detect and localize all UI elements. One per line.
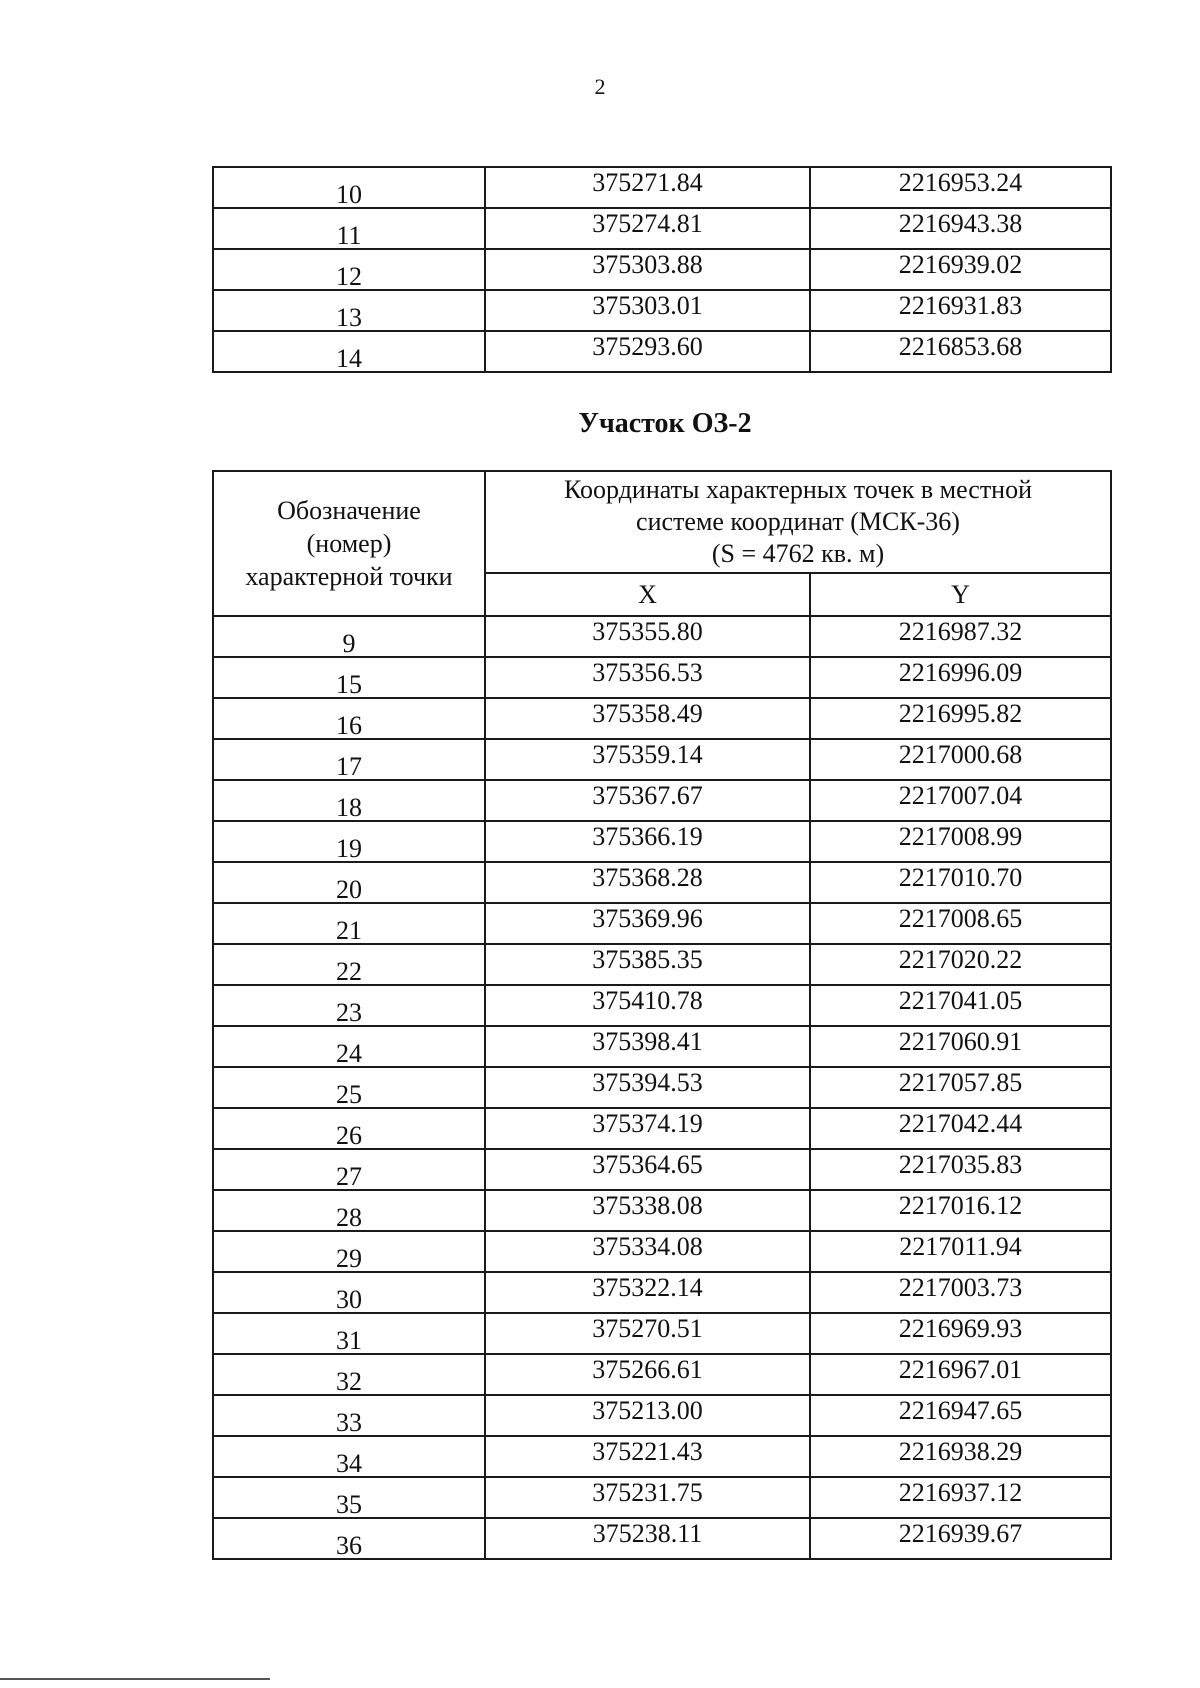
point-number-cell: 17 (213, 739, 485, 780)
header-coordinates (485, 471, 1111, 573)
coordinates-table-continuation-body (213, 167, 1111, 372)
table-row (213, 1108, 1111, 1149)
x-coordinate-cell: 375355.80 (485, 616, 810, 657)
x-coordinate-cell: 375303.01 (485, 290, 810, 331)
section-title: Участок ОЗ-2 (578, 408, 752, 439)
table-row (213, 862, 1111, 903)
header-x: X (485, 573, 810, 616)
footer-rule (0, 1678, 270, 1680)
y-coordinate-cell: 2216947.65 (810, 1395, 1111, 1436)
table-row (213, 985, 1111, 1026)
header-coords-line1: Координаты характерных точек в местной (564, 475, 1033, 504)
y-coordinate-cell: 2217057.85 (810, 1067, 1111, 1108)
x-coordinate-cell: 375394.53 (485, 1067, 810, 1108)
y-coordinate-cell: 2217016.12 (810, 1190, 1111, 1231)
coordinates-table-continuation (212, 166, 1112, 373)
y-coordinate-cell: 2217007.04 (810, 780, 1111, 821)
point-number-cell: 20 (213, 862, 485, 903)
point-number-cell: 22 (213, 944, 485, 985)
table-row (213, 780, 1111, 821)
table-row (213, 1026, 1111, 1067)
table-row (213, 249, 1111, 290)
table-row (213, 616, 1111, 657)
y-coordinate-cell: 2217060.91 (810, 1026, 1111, 1067)
y-coordinate-cell: 2216939.67 (810, 1518, 1111, 1559)
x-coordinate-cell: 375369.96 (485, 903, 810, 944)
point-number-cell: 34 (213, 1436, 485, 1477)
y-coordinate-cell: 2217020.22 (810, 944, 1111, 985)
x-coordinate-cell: 375385.35 (485, 944, 810, 985)
header-point-line3: характерной точки (245, 562, 453, 591)
y-coordinate-cell: 2217003.73 (810, 1272, 1111, 1313)
coordinates-table (212, 470, 1112, 1560)
y-coordinate-cell: 2216995.82 (810, 698, 1111, 739)
x-coordinate-cell: 375274.81 (485, 208, 810, 249)
x-coordinate-cell: 375398.41 (485, 1026, 810, 1067)
point-number-cell: 28 (213, 1190, 485, 1231)
y-coordinate-cell: 2217000.68 (810, 739, 1111, 780)
point-number-cell: 24 (213, 1026, 485, 1067)
point-number-cell: 15 (213, 657, 485, 698)
point-number-cell: 13 (213, 290, 485, 331)
table-row (213, 331, 1111, 372)
y-coordinate-cell: 2216969.93 (810, 1313, 1111, 1354)
x-coordinate-cell: 375213.00 (485, 1395, 810, 1436)
x-coordinate-cell: 375367.67 (485, 780, 810, 821)
x-coordinate-cell: 375238.11 (485, 1518, 810, 1559)
point-number-cell: 10 (213, 167, 485, 208)
y-coordinate-cell: 2217008.99 (810, 821, 1111, 862)
point-number-cell: 18 (213, 780, 485, 821)
point-number-cell: 19 (213, 821, 485, 862)
point-number-cell: 14 (213, 331, 485, 372)
coordinates-table-body (213, 616, 1111, 1559)
x-coordinate-cell: 375334.08 (485, 1231, 810, 1272)
table-row (213, 657, 1111, 698)
point-number-cell: 9 (213, 616, 485, 657)
y-coordinate-cell: 2216931.83 (810, 290, 1111, 331)
table-row (213, 1354, 1111, 1395)
page-number: 2 (594, 74, 606, 99)
header-point-line2: (номер) (306, 529, 392, 558)
table-row (213, 698, 1111, 739)
point-number-cell: 27 (213, 1149, 485, 1190)
y-coordinate-cell: 2217008.65 (810, 903, 1111, 944)
table-row (213, 1477, 1111, 1518)
y-coordinate-cell: 2216853.68 (810, 331, 1111, 372)
x-coordinate-cell: 375293.60 (485, 331, 810, 372)
x-coordinate-cell: 375271.84 (485, 167, 810, 208)
table-row (213, 1231, 1111, 1272)
point-number-cell: 31 (213, 1313, 485, 1354)
table-row (213, 290, 1111, 331)
x-coordinate-cell: 375366.19 (485, 821, 810, 862)
header-coords-line2: системе координат (МСК-36) (636, 507, 960, 536)
x-coordinate-cell: 375410.78 (485, 985, 810, 1026)
y-coordinate-cell: 2216938.29 (810, 1436, 1111, 1477)
y-coordinate-cell: 2216937.12 (810, 1477, 1111, 1518)
y-coordinate-cell: 2217042.44 (810, 1108, 1111, 1149)
point-number-cell: 32 (213, 1354, 485, 1395)
table-row (213, 167, 1111, 208)
point-number-cell: 23 (213, 985, 485, 1026)
y-coordinate-cell: 2217041.05 (810, 985, 1111, 1026)
point-number-cell: 36 (213, 1518, 485, 1559)
coordinates-table-header (213, 471, 1111, 616)
x-coordinate-cell: 375359.14 (485, 739, 810, 780)
table-row (213, 208, 1111, 249)
point-number-cell: 33 (213, 1395, 485, 1436)
point-number-cell: 16 (213, 698, 485, 739)
table-row (213, 1067, 1111, 1108)
table-row (213, 1436, 1111, 1477)
y-coordinate-cell: 2216943.38 (810, 208, 1111, 249)
x-coordinate-cell: 375356.53 (485, 657, 810, 698)
header-point-designation (213, 471, 485, 616)
y-coordinate-cell: 2217011.94 (810, 1231, 1111, 1272)
y-coordinate-cell: 2216987.32 (810, 616, 1111, 657)
point-number-cell: 29 (213, 1231, 485, 1272)
x-coordinate-cell: 375221.43 (485, 1436, 810, 1477)
table-row (213, 1313, 1111, 1354)
x-coordinate-cell: 375368.28 (485, 862, 810, 903)
x-coordinate-cell: 375270.51 (485, 1313, 810, 1354)
table-row (213, 821, 1111, 862)
header-point-line1: Обозначение (277, 496, 421, 525)
x-coordinate-cell: 375358.49 (485, 698, 810, 739)
point-number-cell: 35 (213, 1477, 485, 1518)
point-number-cell: 12 (213, 249, 485, 290)
table-row (213, 1518, 1111, 1559)
x-coordinate-cell: 375231.75 (485, 1477, 810, 1518)
table-row (213, 1149, 1111, 1190)
x-coordinate-cell: 375338.08 (485, 1190, 810, 1231)
table-row (213, 739, 1111, 780)
table-row (213, 1190, 1111, 1231)
y-coordinate-cell: 2217010.70 (810, 862, 1111, 903)
table-row (213, 1395, 1111, 1436)
y-coordinate-cell: 2216939.02 (810, 249, 1111, 290)
point-number-cell: 30 (213, 1272, 485, 1313)
point-number-cell: 25 (213, 1067, 485, 1108)
header-coords-line3: (S = 4762 кв. м) (711, 539, 885, 568)
x-coordinate-cell: 375364.65 (485, 1149, 810, 1190)
y-coordinate-cell: 2216953.24 (810, 167, 1111, 208)
x-coordinate-cell: 375303.88 (485, 249, 810, 290)
table-row (213, 903, 1111, 944)
point-number-cell: 26 (213, 1108, 485, 1149)
point-number-cell: 21 (213, 903, 485, 944)
y-coordinate-cell: 2216996.09 (810, 657, 1111, 698)
x-coordinate-cell: 375266.61 (485, 1354, 810, 1395)
point-number-cell: 11 (213, 208, 485, 249)
x-coordinate-cell: 375322.14 (485, 1272, 810, 1313)
y-coordinate-cell: 2216967.01 (810, 1354, 1111, 1395)
y-coordinate-cell: 2217035.83 (810, 1149, 1111, 1190)
x-coordinate-cell: 375374.19 (485, 1108, 810, 1149)
header-y: Y (810, 573, 1111, 616)
table-row (213, 1272, 1111, 1313)
table-row (213, 944, 1111, 985)
